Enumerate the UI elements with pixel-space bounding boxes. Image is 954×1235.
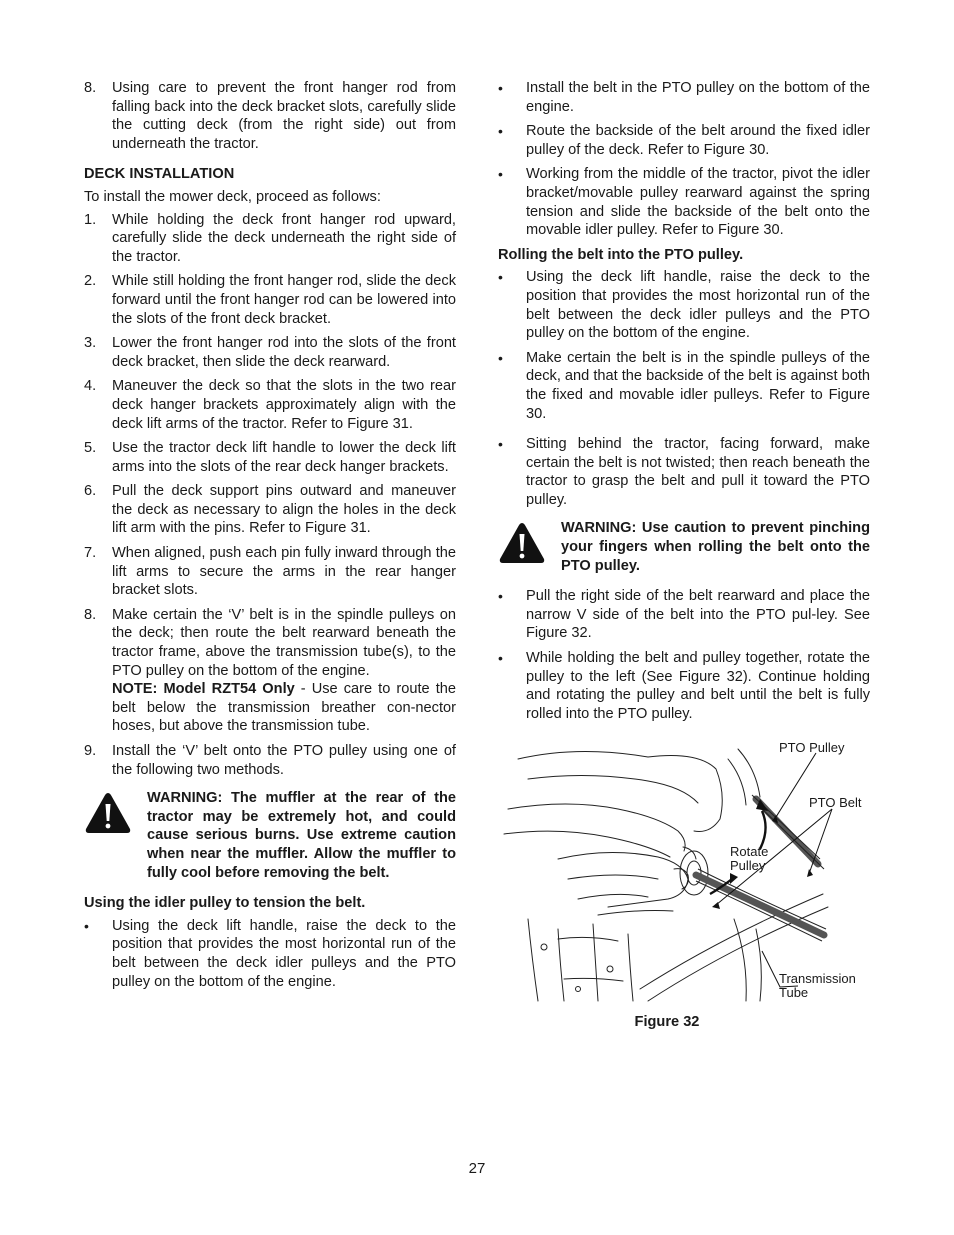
right-column: [498, 79, 870, 1032]
warning-icon: [84, 791, 132, 835]
list-item: [84, 742, 456, 779]
item-text: Pull the right side of the belt rearward and place the narrow V side of the belt into the PTO pul-ley. See Figure 32.: [526, 588, 870, 642]
list-item: [84, 482, 456, 538]
label-tube: Tube: [779, 985, 809, 1001]
bullet: •: [498, 80, 503, 96]
deck-intro: To install the mower deck, proceed as follows:: [84, 188, 381, 205]
rolling-heading: Rolling the belt into the PTO pulley.: [498, 246, 744, 263]
figure-caption: Figure 32: [634, 1014, 700, 1031]
item-text: When aligned, push each pin fully inward through the lift arms to secure the arms in the rear hanger bracket slots.: [112, 545, 456, 599]
item-text: Use the tractor deck lift handle to lower the deck lift arms into the slots of the rear deck hanger brackets.: [112, 440, 456, 475]
item-number: 5.: [84, 440, 97, 457]
list-item: [84, 79, 456, 153]
list-item: [498, 649, 870, 723]
bullet: •: [498, 166, 503, 183]
item-text: Pull the deck support pins outward and maneuver the deck as necessary to align the holes in the deck lift arm with the pins. Refer to Figure 31.: [112, 483, 456, 537]
bullet: •: [498, 123, 503, 140]
model-note: [112, 680, 456, 736]
list-item: [498, 587, 870, 643]
bullet: •: [498, 349, 503, 366]
item-number: 9.: [84, 743, 97, 759]
bullet: •: [498, 650, 503, 667]
page-number: 27: [468, 1160, 486, 1177]
item-text: Install the ‘V’ belt onto the PTO pulley using one of the following two methods.: [112, 743, 456, 778]
warning-icon: [498, 521, 546, 565]
label-pulley: Pulley: [730, 858, 766, 874]
item-number: 2.: [84, 273, 97, 290]
note-label: NOTE: Model RZT54 Only: [112, 681, 295, 698]
list-item: [498, 349, 870, 423]
figure-32: [498, 739, 870, 1009]
item-text: Using care to prevent the front hanger rod from falling back into the deck bracket slots, carefully slide the cutting deck (from the right side) out from underneath the tractor.: [112, 80, 456, 152]
item-text: Working from the middle of the tractor, pivot the idler bracket/movable pulley rearward against the spring tension and slide the backside of the belt onto the movable idler pulley. Refer to Figure 30.: [526, 166, 870, 239]
label-rotate: Rotate: [730, 844, 769, 860]
bullet: •: [84, 917, 89, 934]
item-text: Route the backside of the belt around the fixed idler pulley of the deck. Refer to Figure 30.: [526, 123, 870, 158]
item-number: 8.: [84, 80, 97, 96]
deck-installation-heading: DECK INSTALLATION: [84, 166, 235, 183]
list-item: [84, 272, 456, 328]
item-text: Using the deck lift handle, raise the deck to the position that provides the most horizontal run of the belt between the deck idler pulleys and the PTO pulley on the bottom of the engine.: [526, 269, 870, 342]
list-item: [84, 211, 456, 267]
muffler-warning: [84, 789, 456, 882]
list-item: [84, 544, 456, 600]
bullet: •: [498, 436, 503, 453]
item-text: While holding the belt and pulley together, rotate the pulley to the left (See Figure 32). Continue holding and rotating the pulley and belt until the belt is fully rolled into the PTO pulley.: [526, 650, 870, 722]
item-text: Make certain the ‘V’ belt is in the spindle pulleys on the deck; then route the belt rearward beneath the tractor frame, above the transmission tube(s), to the PTO pulley on the bottom of the engine.: [112, 606, 456, 679]
list-item: [84, 334, 456, 371]
belt-pulley-illustration: [498, 739, 870, 1009]
left-column: [84, 79, 456, 997]
warning-text: WARNING: Use caution to prevent pinching your fingers when rolling the belt onto the PTO pulley.: [561, 520, 870, 574]
item-number: 1.: [84, 211, 97, 228]
item-text: Sitting behind the tractor, facing forward, make certain the belt is not twisted; then reach beneath the tractor to grasp the belt and pull it toward the PTO pulley.: [526, 436, 870, 508]
list-item: [84, 606, 456, 736]
item-text: Lower the front hanger rod into the slots of the front deck bracket, then slide the deck rearward.: [112, 335, 456, 370]
list-item: [498, 268, 870, 342]
bullet: •: [498, 269, 503, 286]
item-number: 7.: [84, 545, 97, 562]
list-item: [498, 435, 870, 509]
item-text: Using the deck lift handle, raise the deck to the position that provides the most horizontal run of the belt between the deck idler pulleys and the PTO pulley on the bottom of the engine.: [112, 917, 456, 990]
item-number: 3.: [84, 335, 97, 352]
list-item: [498, 122, 870, 159]
item-text: Maneuver the deck so that the slots in the two rear deck hanger brackets approximately align with the deck lift arms of the tractor. Refer to Figure 31.: [112, 378, 456, 432]
item-number: 8.: [84, 606, 97, 623]
item-text: While holding the deck front hanger rod upward, carefully slide the deck underneath the right side of the tractor.: [112, 211, 456, 265]
item-text: While still holding the front hanger rod, slide the deck forward until the front hanger rod can be lowered into the slots of the front deck bracket.: [112, 273, 456, 327]
item-text: Install the belt in the PTO pulley on the bottom of the engine.: [526, 80, 870, 115]
item-number: 4.: [84, 378, 97, 395]
label-transmission: Transmission: [779, 971, 856, 987]
list-item: [84, 439, 456, 476]
list-item: [498, 165, 870, 239]
item-number: 6.: [84, 483, 97, 500]
bullet: •: [498, 588, 503, 605]
list-item: [84, 377, 456, 433]
item-text: Make certain the belt is in the spindle pulleys of the deck, and that the backside of the belt is against both the fixed and movable idler pulleys. Refer to Figure 30.: [526, 349, 870, 422]
label-pto-pulley: PTO Pulley: [779, 740, 845, 756]
list-item: [84, 917, 456, 991]
idler-heading: Using the idler pulley to tension the belt.: [84, 895, 366, 912]
list-item: [498, 79, 870, 116]
note-text: - Use care to route the belt below the transmission breather con-nector hoses, but above the transmission tube.: [112, 681, 456, 735]
pinch-warning: [498, 519, 870, 575]
label-pto-belt: PTO Belt: [809, 795, 862, 811]
warning-text: WARNING: The muffler at the rear of the tractor may be extremely hot, and could cause serious burns. Use extreme caution when near the muffler. Allow the muffler to fully cool before removing the belt.: [147, 790, 456, 881]
